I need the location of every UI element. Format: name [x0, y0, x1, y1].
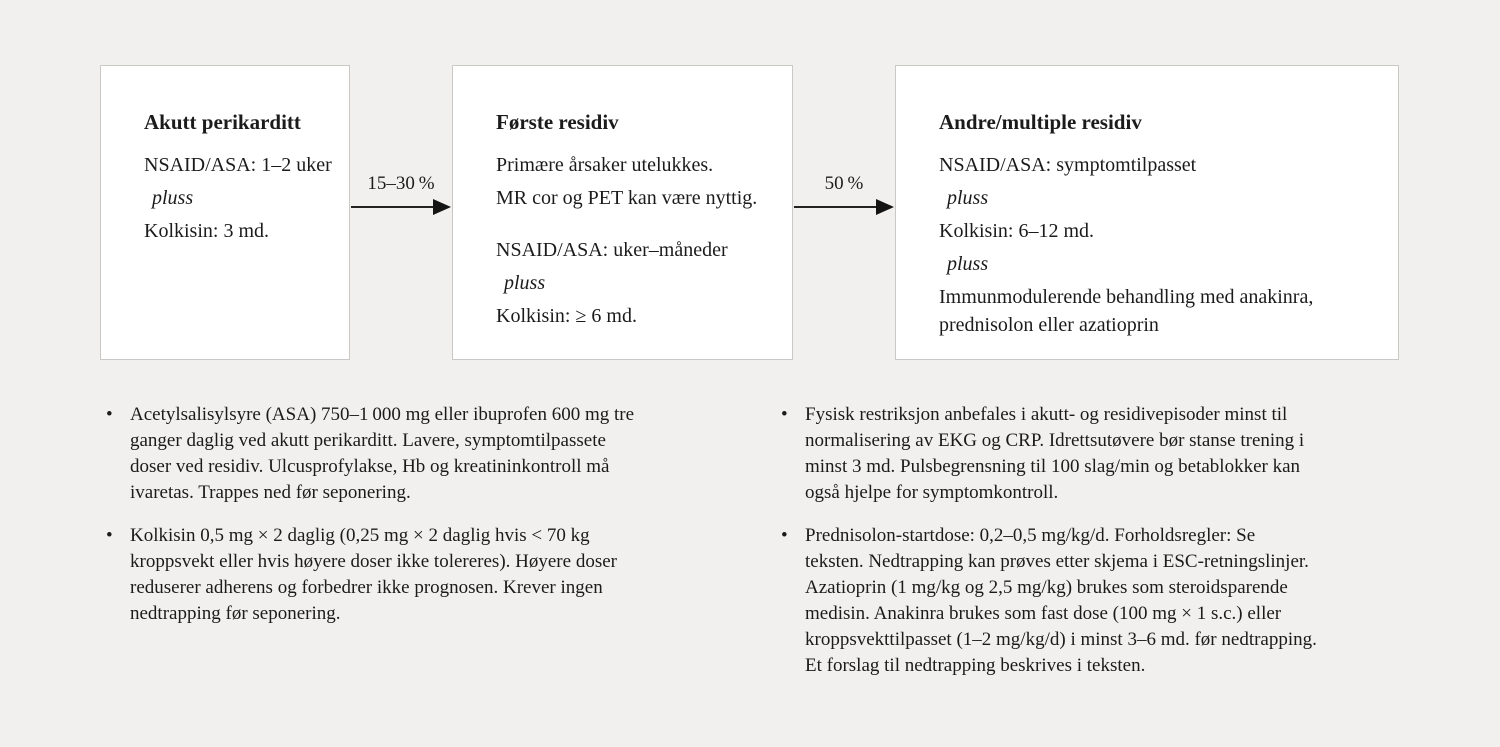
box-line: NSAID/ASA: uker–måneder [496, 239, 728, 261]
note-line: • Prednisolon-startdose: 0,2–0,5 mg/kg/d. Forholdsregler: Se [805, 525, 1256, 546]
box-line: Primære årsaker utelukkes. [496, 154, 714, 176]
note-line: reduserer adherens og forbedrer ikke prognosen. Krever ingen [130, 577, 603, 598]
note-line: normalisering av EKG og CRP. Idrettsutøvere bør stanse trening i [805, 430, 1305, 451]
arrow-shaft [794, 206, 882, 208]
flow-box-forste-residiv [452, 65, 793, 360]
note-line: doser ved residiv. Ulcusprofylakse, Hb og kreatininkontroll må [130, 456, 610, 477]
flow-box-andre-multiple-residiv [895, 65, 1399, 360]
box-line: Kolkisin: 6–12 md. [939, 220, 1095, 242]
box-line-pluss: pluss [504, 272, 546, 294]
note-item-kolkisin [105, 523, 634, 627]
flow-box-akutt-perikarditt [100, 65, 350, 360]
box-title: Første residiv [496, 110, 619, 134]
note-item-fysisk-restriksjon [780, 402, 1317, 506]
note-line: minst 3 md. Pulsbegrensning til 100 slag/min og betablokker kan [805, 456, 1301, 477]
note-line: • Fysisk restriksjon anbefales i akutt- og residivepisoder minst til [805, 404, 1288, 425]
note-line: medisin. Anakinra brukes som fast dose (100 mg × 1 s.c.) eller [805, 603, 1282, 624]
box-line-pluss: pluss [947, 253, 989, 275]
note-line: ivaretas. Trappes ned før seponering. [130, 482, 411, 503]
note-line: • Acetylsalisylsyre (ASA) 750–1 000 mg eller ibuprofen 600 mg tre [130, 404, 635, 425]
note-line: nedtrapping før seponering. [130, 603, 341, 624]
arrow-percentage-label: 50 % [824, 173, 864, 194]
box-title: Andre/multiple residiv [939, 110, 1142, 134]
note-item-asa [105, 402, 634, 506]
box-line-pluss: pluss [152, 187, 194, 209]
note-line: teksten. Nedtrapping kan prøves etter skjema i ESC-retningslinjer. [805, 551, 1309, 572]
box-line: MR cor og PET kan være nyttig. [496, 187, 758, 209]
box-line: Kolkisin: ≥ 6 md. [496, 305, 637, 327]
box-line: NSAID/ASA: 1–2 uker [144, 154, 332, 176]
note-line: også hjelpe for symptomkontroll. [805, 482, 1059, 503]
box-title: Akutt perikarditt [144, 110, 301, 134]
box-line-pluss: pluss [947, 187, 989, 209]
note-line: kroppsvekttilpasset (1–2 mg/kg/d) i minst 3–6 md. før nedtrapping. [805, 629, 1317, 650]
note-line: ganger daglig ved akutt perikarditt. Lavere, symptomtilpassete [130, 430, 606, 451]
box-line: prednisolon eller azatioprin [939, 314, 1159, 336]
notes-column-right [780, 402, 1317, 696]
notes-column-left [105, 402, 634, 644]
note-line: Azatioprin (1 mg/kg og 2,5 mg/kg) brukes som steroidsparende [805, 577, 1288, 598]
arrow-right-icon [351, 173, 451, 215]
arrow-head [876, 199, 894, 215]
arrow-right-icon [794, 173, 894, 215]
arrow-percentage-label: 15–30 % [367, 173, 435, 194]
note-item-prednisolon [780, 523, 1317, 679]
note-line: Et forslag til nedtrapping beskrives i teksten. [805, 655, 1146, 676]
note-line: kroppsvekt eller hvis høyere doser ikke tolereres). Høyere doser [130, 551, 617, 572]
box-line: Kolkisin: 3 md. [144, 220, 270, 242]
box-line: Immunmodulerende behandling med anakinra, [939, 286, 1314, 308]
note-line: • Kolkisin 0,5 mg × 2 daglig (0,25 mg × 2 daglig hvis < 70 kg [130, 525, 590, 546]
arrow-head [433, 199, 451, 215]
arrow-shaft [351, 206, 439, 208]
box-line: NSAID/ASA: symptomtilpasset [939, 154, 1197, 176]
